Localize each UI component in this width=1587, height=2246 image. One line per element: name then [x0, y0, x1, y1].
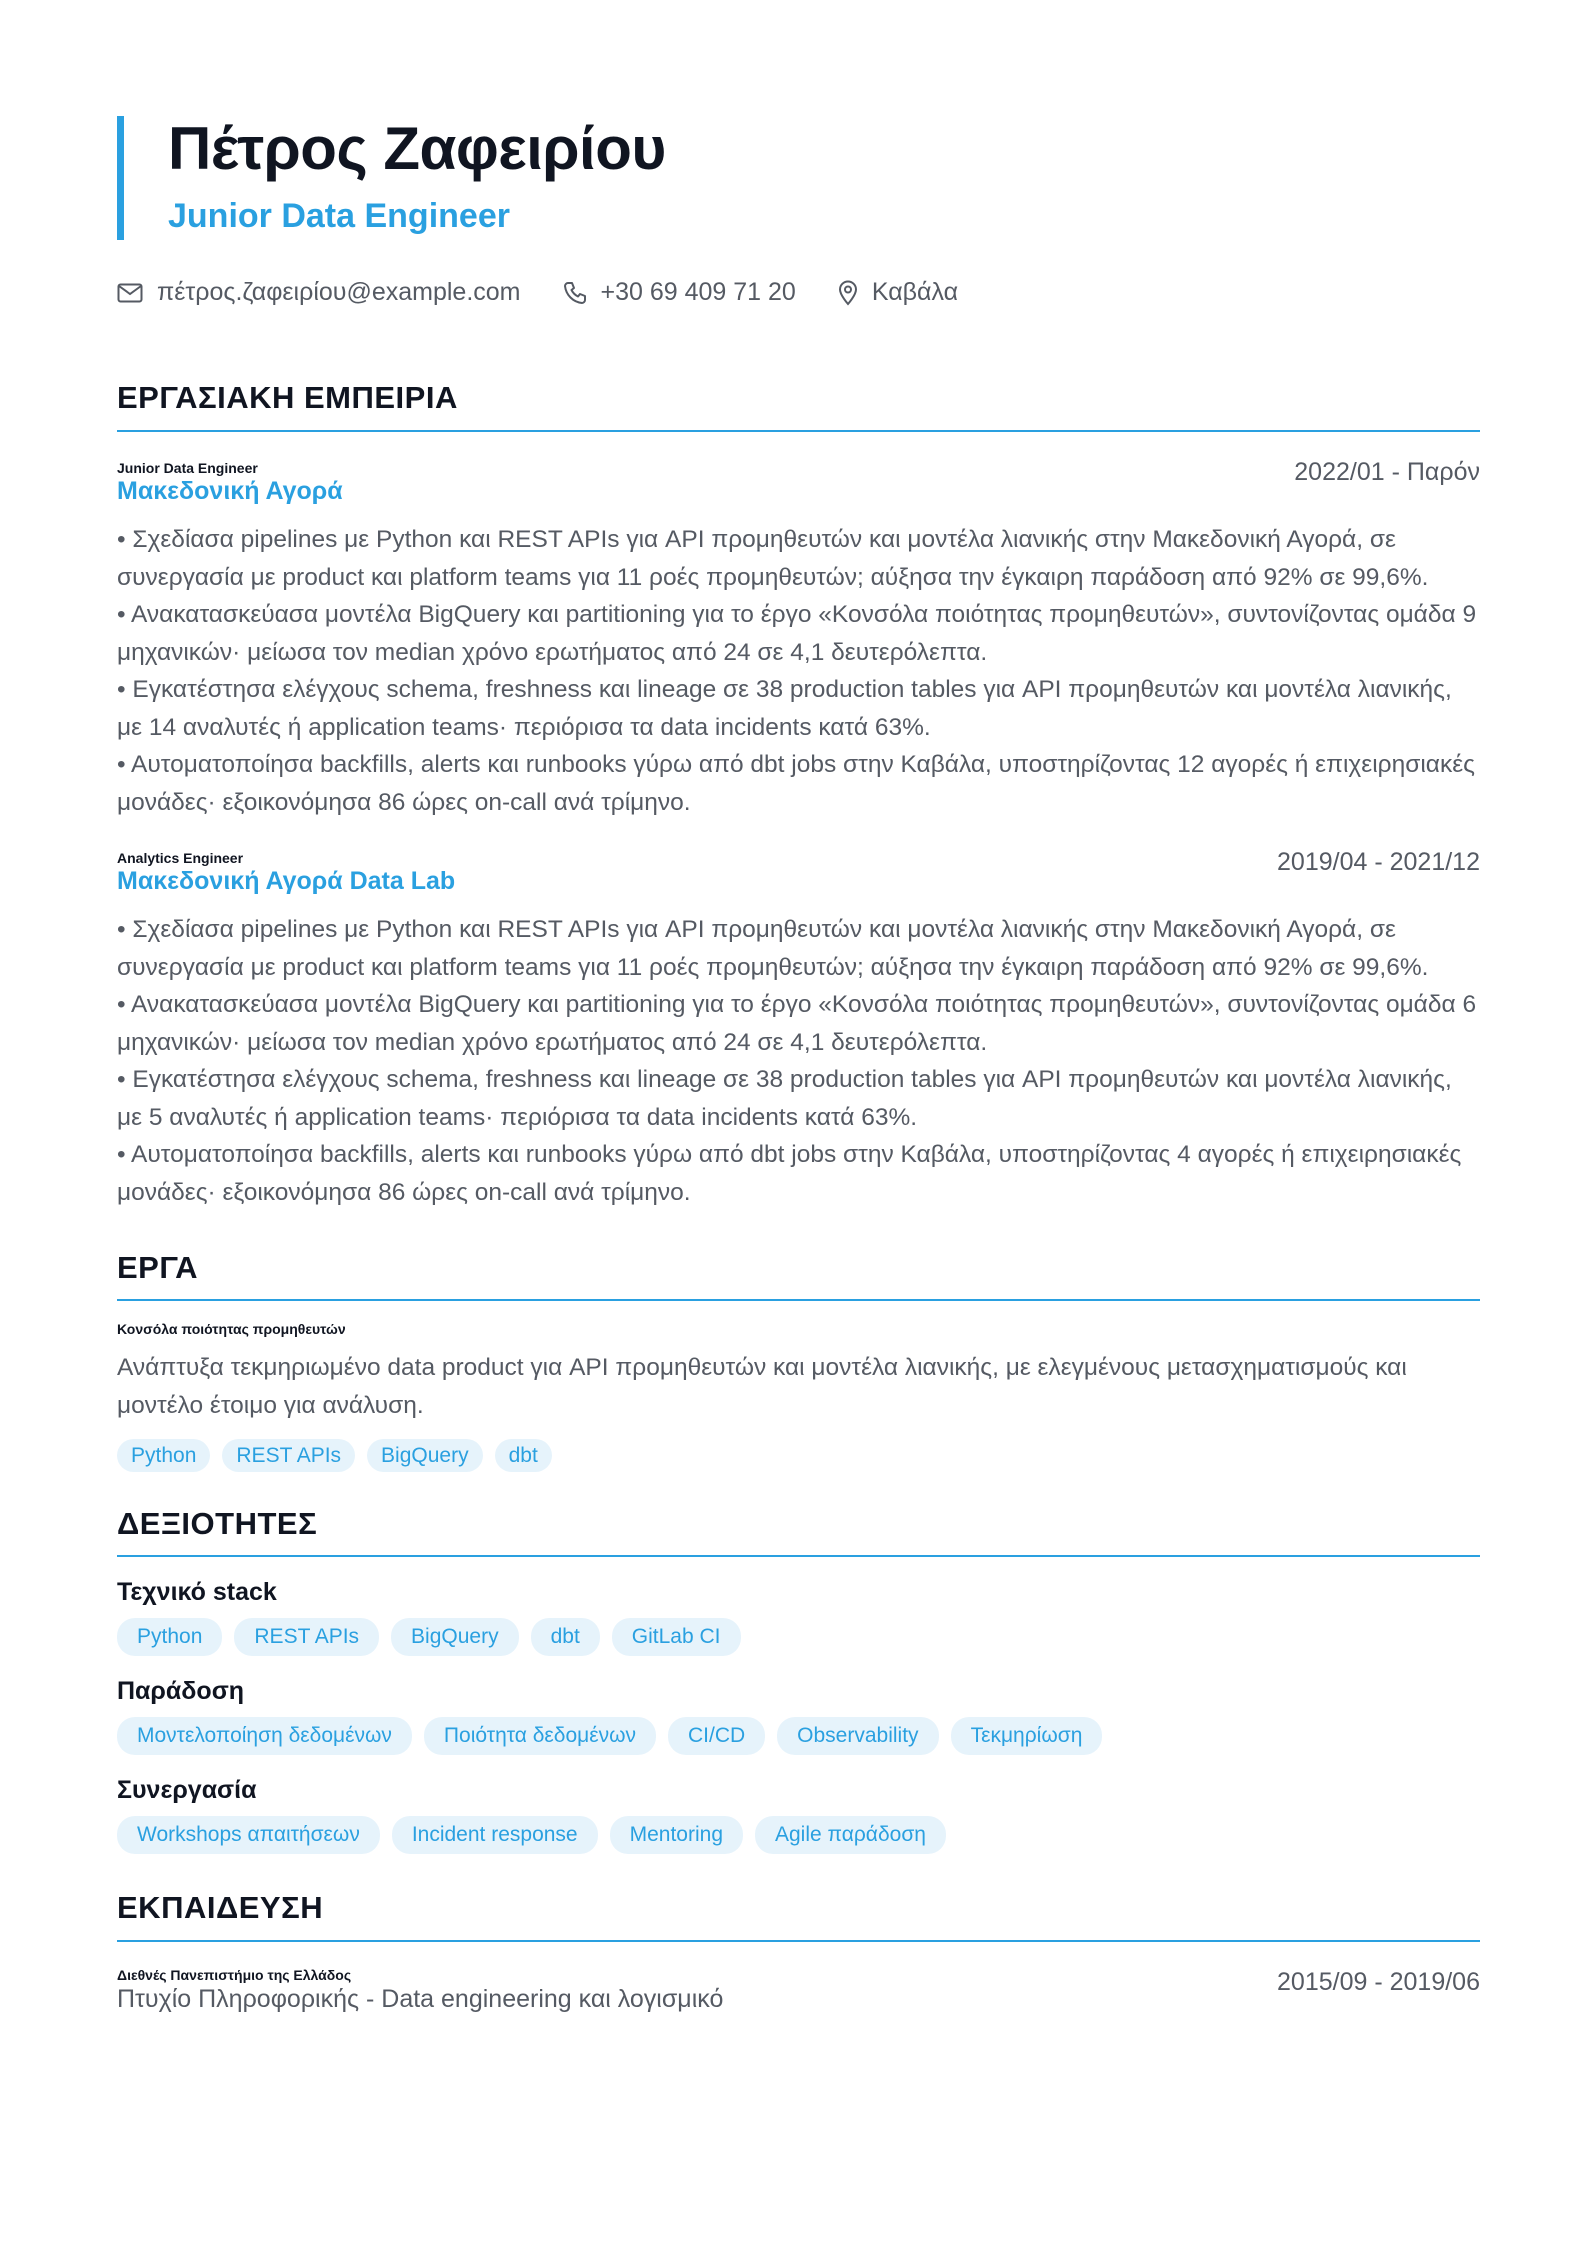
location-text: Καβάλα [871, 278, 959, 306]
job-bullet: • Ανακατασκεύασα μοντέλα BigQuery και partitioning για το έργο «Κονσόλα ποιότητας προμηθευτών», συντονίζοντας ομάδα 6 μηχανικών· μείωσα τον median χρόνο ερωτήματος από 24 σε 4,1 δευτερόλεπτα. [117, 991, 1477, 1056]
contact-location [838, 278, 958, 307]
project-tags [117, 1439, 564, 1472]
tag: dbt [495, 1439, 552, 1472]
tag: Python [117, 1439, 210, 1472]
job-company: Μακεδονική Αγορά Data Lab [117, 867, 456, 895]
location-pin-icon [838, 280, 858, 306]
experience-divider [117, 430, 1480, 432]
education-school: Διεθνές Πανεπιστήμιο της Ελλάδος [117, 1967, 352, 1983]
skill-tag: Incident response [392, 1816, 598, 1854]
education-heading: ΕΚΠΑΙΔΕΥΣΗ [117, 1890, 324, 1925]
skill-tag: BigQuery [391, 1618, 519, 1656]
skill-group-title: Παράδοση [117, 1677, 245, 1705]
education-degree: Πτυχίο Πληροφορικής - Data engineering και λογισμικό [117, 1985, 724, 2013]
skill-tag: GitLab CI [612, 1618, 741, 1656]
job-bullet: • Σχεδίασα pipelines με Python και REST APIs για API προμηθευτών και μοντέλα λιανικής στην Μακεδονική Αγορά, σε συνεργασία με product και platform teams για 11 ροές προμηθευτών; αύξησα την έγκαιρη παράδοση από 92% σε 99,6%. [117, 526, 1429, 591]
skill-group-title: Τεχνικό stack [117, 1578, 277, 1606]
tag: BigQuery [367, 1439, 483, 1472]
skill-tag: CI/CD [668, 1717, 765, 1755]
projects-divider [117, 1299, 1480, 1301]
mail-icon [117, 283, 143, 303]
skill-tag: Python [117, 1618, 222, 1656]
project-title: Κονσόλα ποιότητας προμηθευτών [117, 1321, 346, 1337]
candidate-title: Junior Data Engineer [168, 197, 510, 235]
skill-tag: Workshops απαιτήσεων [117, 1816, 380, 1854]
job-role: Analytics Engineer [117, 850, 244, 866]
phone-icon [563, 281, 587, 305]
job-company: Μακεδονική Αγορά [117, 477, 343, 505]
tag: REST APIs [222, 1439, 355, 1472]
skill-tag: dbt [531, 1618, 600, 1656]
skill-tag: Μοντελοποίηση δεδομένων [117, 1717, 412, 1755]
education-dates: 2015/09 - 2019/06 [1277, 1968, 1480, 1996]
skills-heading: ΔΕΞΙΟΤΗΤΕΣ [117, 1506, 318, 1541]
skill-tag: REST APIs [234, 1618, 379, 1656]
skill-tag: Agile παράδοση [755, 1816, 946, 1854]
job-dates: 2022/01 - Παρόν [1294, 458, 1480, 486]
skill-group-title: Συνεργασία [117, 1776, 257, 1804]
job-bullet: • Αυτοματοποίησα backfills, alerts και runbooks γύρω από dbt jobs στην Καβάλα, υποστηρίζοντας 12 αγορές ή επιχειρησιακές μονάδες· εξοικονόμησα 86 ώρες on-call ανά τρίμηνο. [117, 751, 1475, 816]
job-bullet: • Εγκατέστησα ελέγχους schema, freshness και lineage σε 38 production tables για API προμηθευτών και μοντέλα λιανικής, με 14 αναλυτές ή application teams· περιόρισα τα data incidents κατά 63%. [117, 676, 1452, 741]
candidate-name: Πέτρος Ζαφειρίου [168, 115, 666, 182]
skill-tags [117, 1717, 1114, 1755]
contact-bar [117, 278, 1000, 307]
phone-text: +30 69 409 71 20 [600, 278, 796, 306]
email-text: πέτρος.ζαφειρίου@example.com [157, 278, 521, 306]
education-divider [117, 1940, 1480, 1942]
job-role: Junior Data Engineer [117, 460, 258, 476]
skill-tags [117, 1618, 753, 1656]
projects-heading: ΕΡΓΑ [117, 1250, 198, 1285]
skill-tag: Mentoring [610, 1816, 743, 1854]
contact-email[interactable] [117, 278, 521, 307]
skill-tag: Τεκμηρίωση [951, 1717, 1103, 1755]
contact-phone[interactable] [563, 278, 796, 307]
job-bullet: • Ανακατασκεύασα μοντέλα BigQuery και partitioning για το έργο «Κονσόλα ποιότητας προμηθευτών», συντονίζοντας ομάδα 9 μηχανικών· μείωσα τον median χρόνο ερωτήματος από 24 σε 4,1 δευτερόλεπτα. [117, 601, 1477, 666]
job-bullets [117, 911, 1480, 1211]
skills-divider [117, 1555, 1480, 1557]
skill-tag: Ποιότητα δεδομένων [424, 1717, 656, 1755]
job-dates: 2019/04 - 2021/12 [1277, 848, 1480, 876]
experience-heading: ΕΡΓΑΣΙΑΚΗ ΕΜΠΕΙΡΙΑ [117, 380, 458, 415]
resume-header [117, 116, 666, 240]
job-bullets [117, 521, 1480, 821]
job-bullet: • Εγκατέστησα ελέγχους schema, freshness και lineage σε 38 production tables για API προμηθευτών και μοντέλα λιανικής, με 5 αναλυτές ή application teams· περιόρισα τα data incidents κατά 63%. [117, 1066, 1452, 1131]
skill-tag: Observability [777, 1717, 938, 1755]
skill-tags [117, 1816, 958, 1854]
job-bullet: • Σχεδίασα pipelines με Python και REST APIs για API προμηθευτών και μοντέλα λιανικής στην Μακεδονική Αγορά, σε συνεργασία με product και platform teams για 11 ροές προμηθευτών; αύξησα την έγκαιρη παράδοση από 92% σε 99,6%. [117, 916, 1429, 981]
project-description: Ανάπτυξα τεκμηριωμένο data product για API προμηθευτών και μοντέλα λιανικής, με ελεγμένους μετασχηματισμούς και μοντέλο έτοιμο για ανάλυση. [117, 1354, 1407, 1419]
job-bullet: • Αυτοματοποίησα backfills, alerts και runbooks γύρω από dbt jobs στην Καβάλα, υποστηρίζοντας 4 αγορές ή επιχειρησιακές μονάδες· εξοικονόμησα 86 ώρες on-call ανά τρίμηνο. [117, 1141, 1462, 1206]
